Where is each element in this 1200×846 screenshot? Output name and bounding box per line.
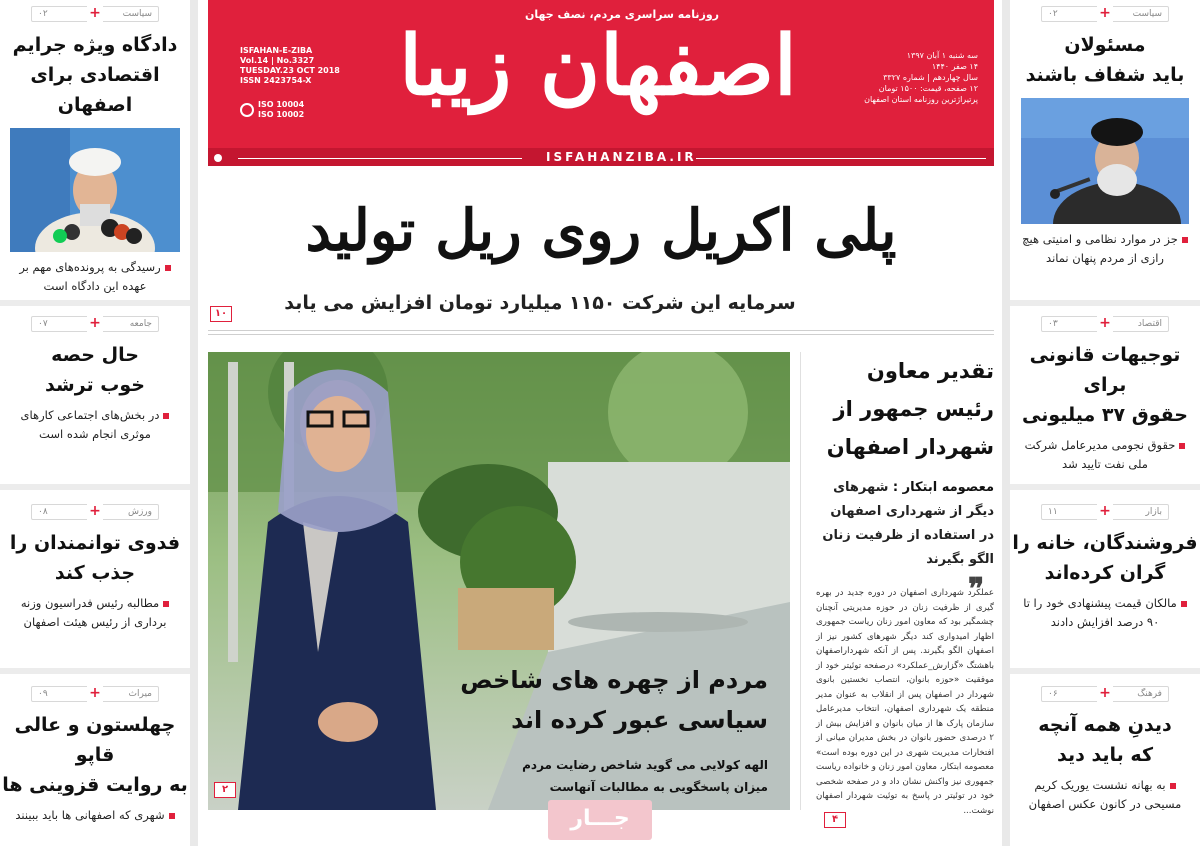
plus-icon: + bbox=[1097, 316, 1113, 332]
leader-photo bbox=[1021, 98, 1189, 224]
issue-info-latin: ISFAHAN-E-ZIBA Vol.14 | No.3327 TUESDAY.23 OCT 2018 ISSN 2423754-X ISO 10004 ISO 10002 bbox=[240, 46, 340, 119]
item-sub: مطالبه رئیس فدراسیون وزنه برداری از رئیس هیئت اصفهان bbox=[0, 594, 190, 632]
item-sub: مالکان قیمت پیشنهادی خود را تا ۹۰ درصد افزایش دادند bbox=[1010, 594, 1200, 632]
left-item-2[interactable] bbox=[0, 310, 190, 444]
right-column bbox=[1010, 0, 1200, 846]
photo-overlay-title: مردم از چهره های شاخص سیاسی عبور کرده اند bbox=[460, 666, 768, 734]
item-headline: توجیهات قانونی برای حقوق ۳۷ میلیونی bbox=[1021, 344, 1188, 426]
masthead-tagline: روزنامه سراسری مردم، نصف جهان bbox=[524, 8, 719, 21]
plus-icon: + bbox=[87, 316, 103, 332]
category-tag: سیاست + ۰۲ bbox=[1041, 6, 1169, 22]
dot-icon bbox=[214, 154, 222, 162]
plus-icon: + bbox=[87, 504, 103, 520]
item-headline: دیدنِ همه آنچه که باید دید bbox=[1038, 714, 1172, 766]
item-sub: شهری که اصفهانی ها باید ببینند bbox=[0, 806, 190, 825]
plus-icon: + bbox=[1097, 686, 1113, 702]
divider bbox=[208, 334, 994, 335]
item-sub: جز در موارد نظامی و امنیتی هیچ رازی از مردم پنهان نماند bbox=[1010, 230, 1200, 268]
category-tag: ورزش + ۰۸ bbox=[31, 504, 159, 520]
item-sub: در بخش‌های اجتماعی کارهای موثری انجام شده است bbox=[0, 406, 190, 444]
right-item-1[interactable] bbox=[1010, 0, 1200, 268]
divider bbox=[238, 158, 522, 159]
category-tag: فرهنگ + ۰۶ bbox=[1041, 686, 1169, 702]
divider bbox=[0, 484, 190, 490]
article-body: عملکرد شهرداری اصفهان در دوره جدید در بهره گیری از ظرفیت زنان در حوزه مدیریتی آنچنان چشمگیر بود که معاون امور زنان ریاست جمهوری اظهار امیدواری کند دیگر شهرهای کشور نیز از اصفهان الگو بگیرند. پس از آنکه شهرداراصفهان باهشتگ «گزارش_عملکرد» درصفحه توئیتر خود از موفقیت «حوزه بانوان، انتصاب نخستین بانوی شهردار در اصفهان پس از انقلاب به عنوان مدیر منطقه یک شهرداری اصفهان، انتخاب مدیرعامل سازمان پارک ها از میان بانوان و افزایش بیش از ۲ درصدی حضور بانوان در بخش مدیران میانی از افتخارات مدیریت شهری در این دوره بوده است» معصومه ابتکار، معاون امور زنان و خانواده ریاست جمهوری نیز واکنش نشان داد و در صفحه شخصی خود در توئیتر در پاسخ به توئیت شهردار اصفهان نوشت... bbox=[816, 588, 994, 816]
article-lead: معصومه ابتکار : شهرهای دیگر از شهرداری اصفهان در استفاده از ظرفیت زنان الگو بگیرند bbox=[822, 480, 994, 567]
woman-portrait-image bbox=[208, 352, 790, 810]
category-tag: سیاست + ۰۲ bbox=[31, 6, 159, 22]
category-tag: اقتصاد + ۰۳ bbox=[1041, 316, 1169, 332]
left-column bbox=[0, 0, 190, 846]
article-headline: تقدیر معاون رئیس جمهور از شهردار اصفهان bbox=[826, 359, 994, 459]
page-number-badge: ۱۰ bbox=[210, 306, 232, 322]
item-headline: چهلستون و عالی قاپو به روایت قزوینی ها bbox=[2, 714, 188, 796]
iso-block: ISO 10004 ISO 10002 bbox=[240, 100, 340, 120]
masthead bbox=[208, 0, 994, 166]
side-article[interactable] bbox=[816, 352, 994, 818]
item-headline: حال حصه خوب ترشد bbox=[45, 344, 145, 396]
item-headline: دادگاه ویژه جرایم اقتصادی برای اصفهان bbox=[12, 34, 178, 116]
plus-icon: + bbox=[1097, 504, 1113, 520]
item-sub: حقوق نجومی مدیرعامل شرکت ملی نفت تایید شد bbox=[1010, 436, 1200, 474]
category-tag: بازار + ۱۱ bbox=[1041, 504, 1169, 520]
page-number-badge: ۲ bbox=[214, 782, 236, 798]
column-divider bbox=[1002, 0, 1010, 846]
newspaper-logo: اصفهان زیبا bbox=[399, 18, 797, 114]
item-headline: فدوی توانمندان را جذب کند bbox=[9, 532, 181, 584]
divider bbox=[208, 330, 994, 331]
plus-icon: + bbox=[87, 6, 103, 22]
issue-info-persian: سه شنبه ۱ آبان ۱۳۹۷ ۱۴ صفر ۱۴۴۰ سال چهاردهم | شماره ۳۳۲۷ ۱۲ صفحه، قیمت: ۱۵۰۰ تومان پرتیراژترین روزنامه استان اصفهان bbox=[864, 51, 978, 104]
right-item-3[interactable] bbox=[1010, 498, 1200, 632]
left-item-1[interactable] bbox=[0, 0, 190, 296]
item-headline: فروشندگان، خانه را گران کرده‌اند bbox=[1012, 532, 1198, 584]
divider bbox=[696, 158, 986, 159]
left-item-4[interactable] bbox=[0, 680, 190, 825]
left-item-3[interactable] bbox=[0, 498, 190, 632]
category-tag: میراث + ۰۹ bbox=[31, 686, 159, 702]
plus-icon: + bbox=[1097, 6, 1113, 22]
photo-overlay-sub: الهه کولایی می گوید شاخص رضایت مردم میزان پاسخگویی به مطالبات آنهاست bbox=[522, 758, 768, 794]
main-headline[interactable]: پلی اکریل روی ریل تولید bbox=[305, 197, 897, 264]
website-url[interactable]: ISFAHANZIBA.IR bbox=[546, 150, 697, 164]
jaar-watermark: جـــار bbox=[548, 800, 652, 840]
divider bbox=[0, 300, 190, 306]
plus-icon: + bbox=[87, 686, 103, 702]
divider bbox=[0, 668, 190, 674]
quote-icon: ❞ bbox=[968, 572, 985, 607]
main-photo[interactable] bbox=[208, 352, 790, 810]
column-divider bbox=[190, 0, 198, 846]
divider bbox=[1010, 484, 1200, 490]
column-divider bbox=[800, 352, 801, 810]
cleric-photo bbox=[10, 128, 180, 252]
item-sub: رسیدگی به پرونده‌های مهم بر عهده این دادگاه است bbox=[0, 258, 190, 296]
main-subhead: سرمایه این شرکت ۱۱۵۰ میلیارد تومان افزایش می یابد bbox=[284, 292, 796, 314]
item-headline: مسئولان باید شفاف باشند bbox=[1025, 34, 1185, 86]
category-tag: جامعه + ۰۷ bbox=[31, 316, 159, 332]
right-item-4[interactable] bbox=[1010, 680, 1200, 814]
recycle-icon bbox=[240, 103, 254, 117]
right-item-2[interactable] bbox=[1010, 310, 1200, 474]
item-sub: به بهانه نشست یوریک کریم مسیحی در کانون عکس اصفهان bbox=[1028, 778, 1182, 811]
page-number-badge: ۴ bbox=[824, 812, 846, 828]
divider bbox=[1010, 668, 1200, 674]
divider bbox=[1010, 300, 1200, 306]
